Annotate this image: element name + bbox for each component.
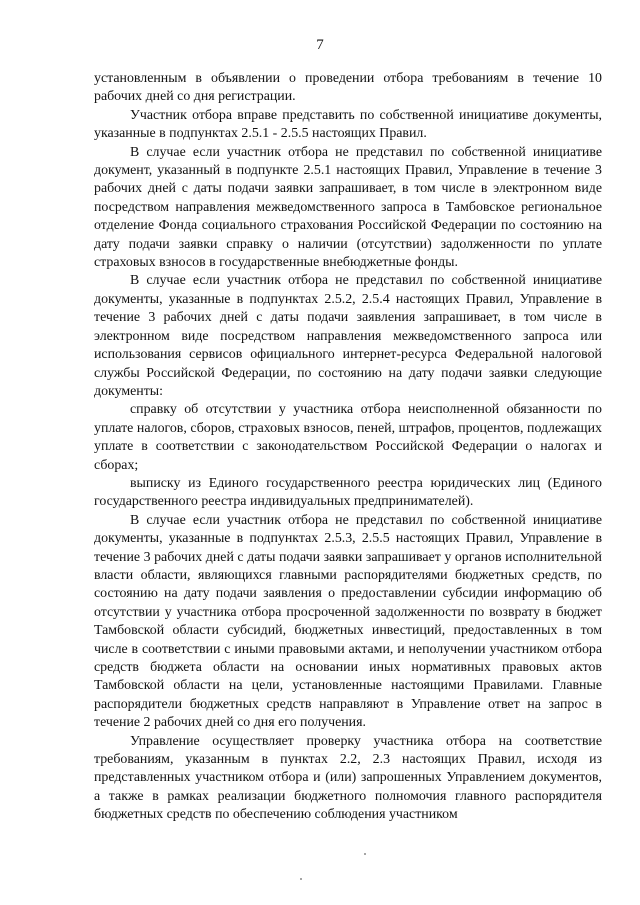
paragraph-verification: Управление осуществляет проверку участника отбора на соответствие требованиям, указанным в пунктах 2.2, 2.3 настоящих Правил, исходя из представленных участником отбора и (или) запрошенных Управлением документов, а также в рамках реализации бюджетного полномочия главного распорядителя бюджетных средств по обеспечению соблюдения участником (94, 733, 602, 823)
document-body (94, 70, 602, 825)
paragraph-continuation: установленным в объявлении о проведении отбора требованиям в течение 10 рабочих дней со дня регистрации. (94, 71, 602, 105)
paragraph-tax-certificate: справку об отсутствии у участника отбора неисполненной обязанности по уплате налогов, сборов, страховых взносов, пеней, штрафов, процентов, подлежащих уплате в соответствии с законодательством Российской Федерации о налогах и сборах; (94, 402, 602, 473)
paragraph-debt-request: В случае если участник отбора не представил по собственной инициативе документы, указанные в подпунктах 2.5.3, 2.5.5 настоящих Правил, Управление в течение 3 рабочих дней с даты подачи заявки запрашивает у органов исполнительной власти области, являющихся главными распорядителями бюджетных средств, по состоянию на дату подачи заявления о предоставлении субсидии информацию об отсутствии у участника отбора просроченной задолженности по возврату в бюджет Тамбовской области субсидий, бюджетных инвестиций, предоставленных в том числе в соответствии с иными правовыми актами, и неполучении участником отбора средств бюджета области на основании иных нормативных правовых актов Тамбовской области на цели, установленные настоящими Правилами. Главные распорядители бюджетных средств направляют в Управление ответ на запрос в течение 2 рабочих дней со дня его получения. (94, 512, 602, 731)
paragraph-register-extract: выписку из Единого государственного реестра юридических лиц (Единого государственного реестра индивидуальных предпринимателей). (94, 475, 602, 510)
paragraph-right-to-submit: Участник отбора вправе представить по собственной инициативе документы, указанные в подпунктах 2.5.1 - 2.5.5 настоящих Правил. (94, 107, 602, 142)
scan-speck (364, 853, 366, 855)
scan-speck (300, 878, 302, 880)
page-number: 7 (316, 37, 324, 53)
paragraph-fss-request: В случае если участник отбора не представил по собственной инициативе документ, указанный в подпункте 2.5.1 настоящих Правил, Управление в течение 3 рабочих дней с даты подачи заявки запрашивает, в том числе в электронном виде посредством направления межведомственного запроса в Тамбовское региональное отделение Фонда социального страхования Российской Федерации по состоянию на дату подачи заявки справку о наличии (отсутствии) задолженности по уплате страховых взносов в государственные внебюджетные фонды. (94, 144, 602, 271)
paragraph-tax-request: В случае если участник отбора не представил по собственной инициативе документы, указанные в подпунктах 2.5.2, 2.5.4 настоящих Правил, Управление в течение 3 рабочих дней с даты подачи заявления запрашивает, в том числе в электронном виде посредством направления межведомственного запроса или использования сервисов официального интернет-ресурса Федеральной налоговой службы Российской Федерации, по состоянию на дату подачи заявки следующие документы: (94, 273, 602, 399)
